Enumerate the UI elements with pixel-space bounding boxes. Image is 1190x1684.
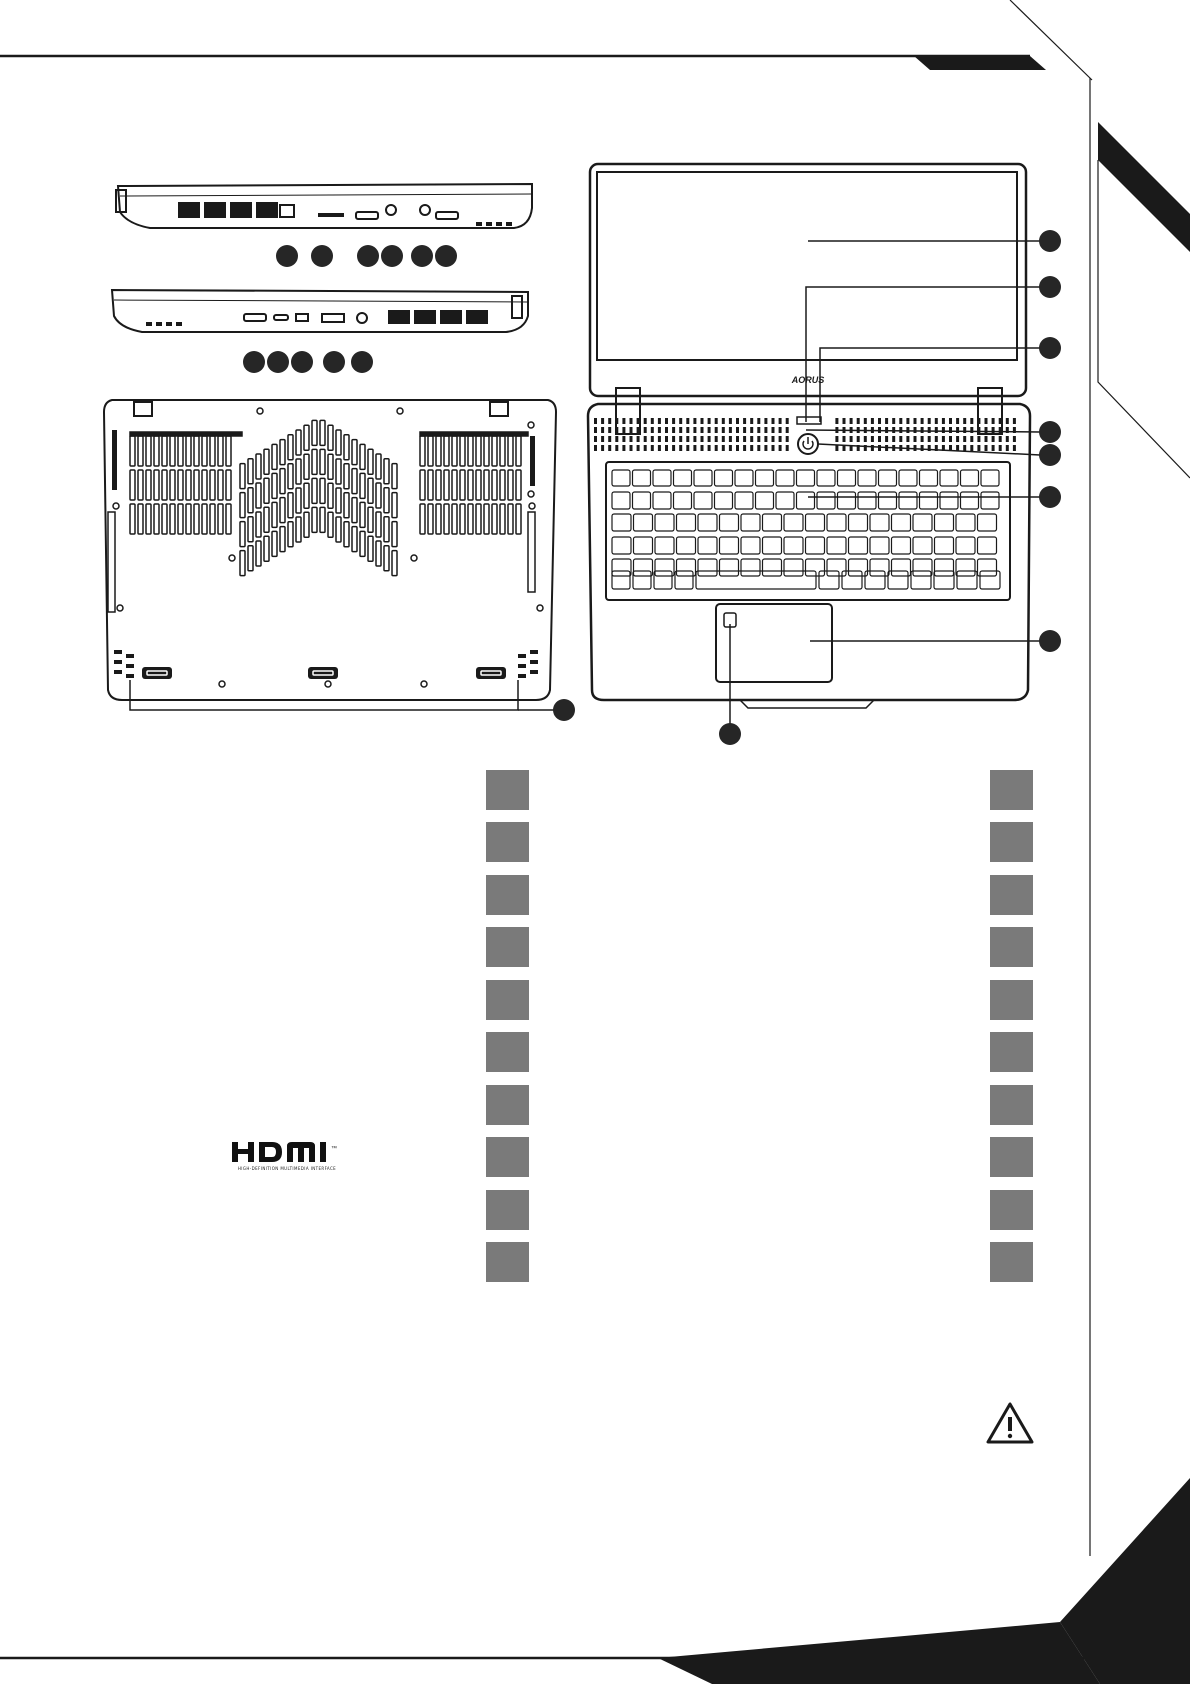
- hdmi-trademark: ™: [331, 1146, 337, 1152]
- hdmi-tagline: HIGH-DEFINITION MULTIMEDIA INTERFACE: [237, 1166, 337, 1171]
- lid-brand-logo: AORUS: [791, 375, 825, 385]
